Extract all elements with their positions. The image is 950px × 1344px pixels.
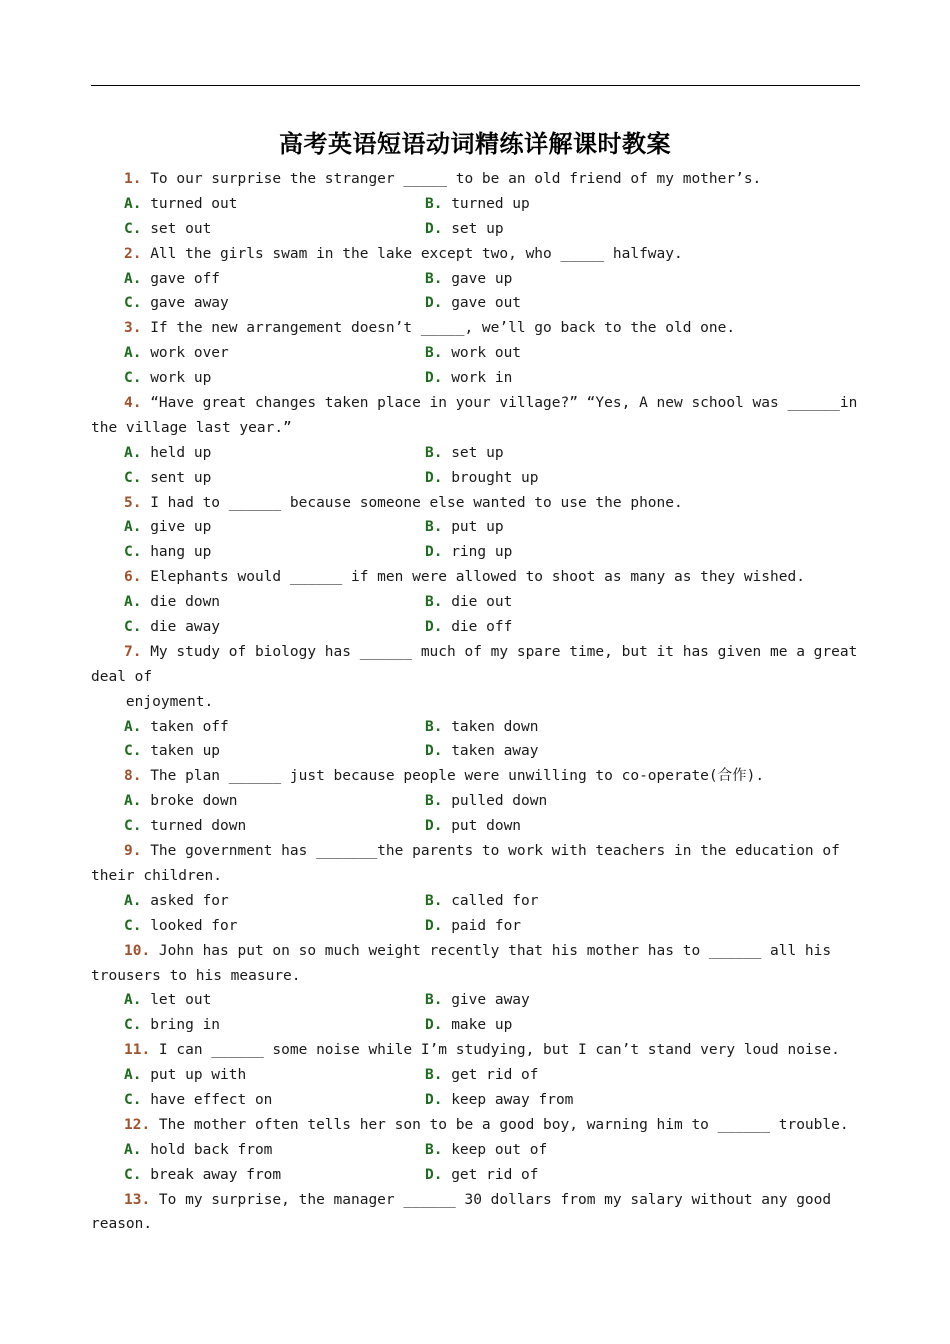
option bbox=[124, 914, 425, 939]
option-letter: A. bbox=[124, 594, 142, 611]
question-item bbox=[91, 491, 871, 566]
option bbox=[124, 739, 425, 764]
option bbox=[124, 715, 425, 740]
option bbox=[425, 366, 512, 391]
question-number: 6. bbox=[124, 569, 142, 586]
question-stem-continued: the village last year.” bbox=[91, 419, 292, 436]
option bbox=[425, 889, 539, 914]
question-list bbox=[91, 167, 871, 1237]
option-letter: C. bbox=[124, 1091, 142, 1108]
option-text: work over bbox=[141, 345, 229, 362]
option-letter: B. bbox=[425, 270, 443, 287]
question-stem bbox=[91, 391, 871, 416]
option-text: looked for bbox=[141, 917, 238, 934]
question-item bbox=[91, 764, 871, 839]
header-rule bbox=[91, 85, 860, 86]
option-letter: D. bbox=[425, 917, 443, 934]
options-row bbox=[91, 515, 871, 540]
question-number: 8. bbox=[124, 768, 142, 785]
option-letter: C. bbox=[124, 220, 142, 237]
option-letter: A. bbox=[124, 793, 142, 810]
option-text: asked for bbox=[141, 892, 229, 909]
option-letter: D. bbox=[425, 544, 443, 561]
option bbox=[425, 1138, 547, 1163]
option-text: die away bbox=[141, 619, 221, 636]
options-row bbox=[91, 914, 871, 939]
question-text: John has put on so much weight recently that his mother has to ______ all his bbox=[150, 942, 832, 959]
option-letter: B. bbox=[425, 444, 443, 461]
option-letter: B. bbox=[425, 992, 443, 1009]
options-row bbox=[91, 789, 871, 814]
option-text: gave away bbox=[141, 295, 229, 312]
option bbox=[425, 615, 512, 640]
option bbox=[425, 715, 539, 740]
option-letter: B. bbox=[425, 793, 443, 810]
options-row bbox=[91, 217, 871, 242]
option bbox=[425, 441, 504, 466]
option bbox=[124, 366, 425, 391]
option bbox=[124, 540, 425, 565]
question-stem-continued: enjoyment. bbox=[91, 693, 214, 710]
question-item bbox=[91, 839, 871, 939]
question-text: The government has _______the parents to work with teachers in the education of bbox=[141, 843, 840, 860]
question-stem-continued: reason. bbox=[91, 1216, 153, 1233]
option bbox=[425, 814, 521, 839]
option-text: ring up bbox=[442, 544, 513, 561]
option-letter: D. bbox=[425, 220, 443, 237]
option-text: turned down bbox=[141, 818, 247, 835]
option-letter: A. bbox=[124, 345, 142, 362]
option-letter: C. bbox=[124, 1166, 142, 1183]
option-text: break away from bbox=[141, 1166, 282, 1183]
option-text: hang up bbox=[141, 544, 212, 561]
option-letter: B. bbox=[425, 1141, 443, 1158]
option bbox=[425, 914, 521, 939]
option-text: taken down bbox=[442, 718, 539, 735]
options-row bbox=[91, 192, 871, 217]
options-row bbox=[91, 1013, 871, 1038]
option bbox=[124, 1138, 425, 1163]
option bbox=[124, 515, 425, 540]
option-text: put down bbox=[442, 818, 522, 835]
question-stem bbox=[91, 242, 871, 267]
question-item bbox=[91, 565, 871, 640]
option-text: bring in bbox=[141, 1017, 221, 1034]
options-row bbox=[91, 466, 871, 491]
option-letter: C. bbox=[124, 544, 142, 561]
option-text: taken away bbox=[442, 743, 539, 760]
option-text: gave off bbox=[141, 270, 221, 287]
question-number: 2. bbox=[124, 245, 142, 262]
option-letter: D. bbox=[425, 295, 443, 312]
options-row bbox=[91, 341, 871, 366]
option-letter: B. bbox=[425, 519, 443, 536]
question-number: 11. bbox=[124, 1042, 151, 1059]
question-stem bbox=[91, 764, 871, 789]
question-stem bbox=[91, 167, 871, 192]
option bbox=[124, 217, 425, 242]
option bbox=[425, 739, 539, 764]
option-text: put up with bbox=[141, 1067, 247, 1084]
option bbox=[425, 988, 530, 1013]
option-letter: A. bbox=[124, 519, 142, 536]
options-row bbox=[91, 1088, 871, 1113]
question-text: To my surprise, the manager ______ 30 dollars from my salary without any good bbox=[150, 1191, 832, 1208]
option-letter: D. bbox=[425, 1017, 443, 1034]
question-item bbox=[91, 1038, 871, 1113]
option-letter: A. bbox=[124, 992, 142, 1009]
option-letter: B. bbox=[425, 1067, 443, 1084]
options-row bbox=[91, 267, 871, 292]
option bbox=[124, 988, 425, 1013]
option-letter: D. bbox=[425, 370, 443, 387]
option bbox=[425, 192, 530, 217]
option bbox=[425, 789, 547, 814]
options-row bbox=[91, 1163, 871, 1188]
options-row bbox=[91, 988, 871, 1013]
option bbox=[425, 1163, 539, 1188]
question-text: The plan ______ just because people were unwilling to co-operate(合作). bbox=[141, 768, 765, 785]
question-item bbox=[91, 939, 871, 1039]
option-letter: A. bbox=[124, 444, 142, 461]
option bbox=[124, 291, 425, 316]
option-letter: A. bbox=[124, 195, 142, 212]
option-letter: D. bbox=[425, 469, 443, 486]
question-item bbox=[91, 391, 871, 491]
question-number: 1. bbox=[124, 171, 142, 187]
question-text: Elephants would ______ if men were allowed to shoot as many as they wished. bbox=[141, 569, 805, 586]
option-letter: C. bbox=[124, 295, 142, 312]
option bbox=[124, 192, 425, 217]
options-row bbox=[91, 441, 871, 466]
option-text: brought up bbox=[442, 469, 539, 486]
option bbox=[425, 540, 512, 565]
question-item bbox=[91, 167, 871, 242]
option-text: work out bbox=[442, 345, 522, 362]
question-text: The mother often tells her son to be a good boy, warning him to ______ trouble. bbox=[150, 1116, 849, 1133]
question-text: My study of biology has ______ much of my spare time, but it has given me a great bbox=[141, 643, 858, 660]
options-row bbox=[91, 739, 871, 764]
question-number: 12. bbox=[124, 1116, 151, 1133]
question-number: 7. bbox=[124, 643, 142, 660]
option-letter: D. bbox=[425, 619, 443, 636]
options-row bbox=[91, 366, 871, 391]
question-stem bbox=[91, 491, 871, 516]
options-row bbox=[91, 590, 871, 615]
option-letter: C. bbox=[124, 370, 142, 387]
options-row bbox=[91, 715, 871, 740]
option-text: turned out bbox=[141, 195, 238, 212]
options-row bbox=[91, 1138, 871, 1163]
options-row bbox=[91, 1063, 871, 1088]
option bbox=[425, 1063, 539, 1088]
option-text: die down bbox=[141, 594, 221, 611]
option-letter: A. bbox=[124, 1141, 142, 1158]
option bbox=[425, 466, 539, 491]
option-text: set out bbox=[141, 220, 212, 237]
option-text: keep away from bbox=[442, 1091, 574, 1108]
option bbox=[124, 1013, 425, 1038]
option-text: make up bbox=[442, 1017, 513, 1034]
option bbox=[124, 466, 425, 491]
option-text: get rid of bbox=[442, 1166, 539, 1183]
option-letter: A. bbox=[124, 892, 142, 909]
question-text: If the new arrangement doesn’t _____, we’ll go back to the old one. bbox=[141, 320, 736, 337]
option bbox=[425, 590, 512, 615]
option-text: gave up bbox=[442, 270, 513, 287]
question-text: To our surprise the stranger _____ to be an old friend of my mother’s. bbox=[141, 171, 762, 187]
option bbox=[124, 789, 425, 814]
option-letter: B. bbox=[425, 892, 443, 909]
option-text: taken off bbox=[141, 718, 229, 735]
option-letter: D. bbox=[425, 1166, 443, 1183]
option-letter: B. bbox=[425, 718, 443, 735]
options-row bbox=[91, 291, 871, 316]
option-text: have effect on bbox=[141, 1091, 273, 1108]
option-text: set up bbox=[442, 220, 504, 237]
question-number: 13. bbox=[124, 1191, 151, 1208]
option bbox=[124, 590, 425, 615]
option-letter: D. bbox=[425, 1091, 443, 1108]
options-row bbox=[91, 540, 871, 565]
option-letter: B. bbox=[425, 345, 443, 362]
question-stem bbox=[91, 640, 871, 665]
question-number: 10. bbox=[124, 942, 151, 959]
question-number: 9. bbox=[124, 843, 142, 860]
question-item bbox=[91, 1188, 871, 1238]
option bbox=[124, 1088, 425, 1113]
question-stem bbox=[91, 1113, 871, 1138]
option-letter: C. bbox=[124, 1017, 142, 1034]
option bbox=[425, 267, 512, 292]
option-letter: C. bbox=[124, 619, 142, 636]
options-row bbox=[91, 889, 871, 914]
option-text: broke down bbox=[141, 793, 238, 810]
page-title: 高考英语短语动词精练详解课时教案 bbox=[279, 129, 671, 158]
option-text: work in bbox=[442, 370, 513, 387]
option-letter: D. bbox=[425, 743, 443, 760]
question-text: All the girls swam in the lake except two, who _____ halfway. bbox=[141, 245, 683, 262]
question-item bbox=[91, 316, 871, 391]
option bbox=[425, 217, 504, 242]
option-letter: A. bbox=[124, 1067, 142, 1084]
question-stem-continued: their children. bbox=[91, 867, 222, 884]
option-text: keep out of bbox=[442, 1141, 548, 1158]
question-number: 5. bbox=[124, 494, 142, 511]
option-text: give away bbox=[442, 992, 530, 1009]
question-text: I had to ______ because someone else wanted to use the phone. bbox=[141, 494, 683, 511]
option bbox=[425, 341, 521, 366]
option-letter: C. bbox=[124, 818, 142, 835]
question-number: 3. bbox=[124, 320, 142, 337]
option-text: hold back from bbox=[141, 1141, 273, 1158]
option bbox=[425, 291, 521, 316]
option-text: taken up bbox=[141, 743, 221, 760]
option-text: held up bbox=[141, 444, 212, 461]
option bbox=[124, 1063, 425, 1088]
option bbox=[124, 814, 425, 839]
option-text: called for bbox=[442, 892, 539, 909]
question-stem bbox=[91, 316, 871, 341]
option bbox=[124, 267, 425, 292]
option-letter: C. bbox=[124, 469, 142, 486]
option-text: let out bbox=[141, 992, 212, 1009]
question-stem bbox=[91, 939, 871, 964]
option bbox=[124, 1163, 425, 1188]
option-text: die out bbox=[442, 594, 513, 611]
option-text: pulled down bbox=[442, 793, 548, 810]
question-text: “Have great changes taken place in your village?” “Yes, A new school was ______in bbox=[141, 395, 858, 412]
option-text: turned up bbox=[442, 195, 530, 212]
option bbox=[124, 615, 425, 640]
option bbox=[124, 441, 425, 466]
option-text: put up bbox=[442, 519, 504, 536]
option-letter: B. bbox=[425, 195, 443, 212]
question-text: I can ______ some noise while I’m studying, but I can’t stand very loud noise. bbox=[150, 1042, 840, 1059]
option bbox=[425, 1088, 573, 1113]
question-stem-continued: deal of bbox=[91, 668, 153, 685]
option-text: give up bbox=[141, 519, 212, 536]
option-text: get rid of bbox=[442, 1067, 539, 1084]
options-row bbox=[91, 814, 871, 839]
option-letter: A. bbox=[124, 270, 142, 287]
option-text: paid for bbox=[442, 917, 522, 934]
option bbox=[425, 1013, 512, 1038]
question-stem bbox=[91, 1038, 871, 1063]
option bbox=[124, 889, 425, 914]
option-text: gave out bbox=[442, 295, 522, 312]
option-letter: D. bbox=[425, 818, 443, 835]
option-text: work up bbox=[141, 370, 212, 387]
option-letter: B. bbox=[425, 594, 443, 611]
option-letter: C. bbox=[124, 917, 142, 934]
question-number: 4. bbox=[124, 395, 142, 412]
question-stem bbox=[91, 1188, 871, 1213]
option-letter: C. bbox=[124, 743, 142, 760]
question-stem-continued: trousers to his measure. bbox=[91, 967, 301, 984]
question-stem bbox=[91, 839, 871, 864]
option-text: set up bbox=[442, 444, 504, 461]
question-item bbox=[91, 1113, 871, 1188]
option-letter: A. bbox=[124, 718, 142, 735]
option-text: sent up bbox=[141, 469, 212, 486]
option-text: die off bbox=[442, 619, 513, 636]
option bbox=[425, 515, 504, 540]
question-item bbox=[91, 242, 871, 317]
question-item bbox=[91, 640, 871, 764]
option bbox=[124, 341, 425, 366]
options-row bbox=[91, 615, 871, 640]
question-stem bbox=[91, 565, 871, 590]
